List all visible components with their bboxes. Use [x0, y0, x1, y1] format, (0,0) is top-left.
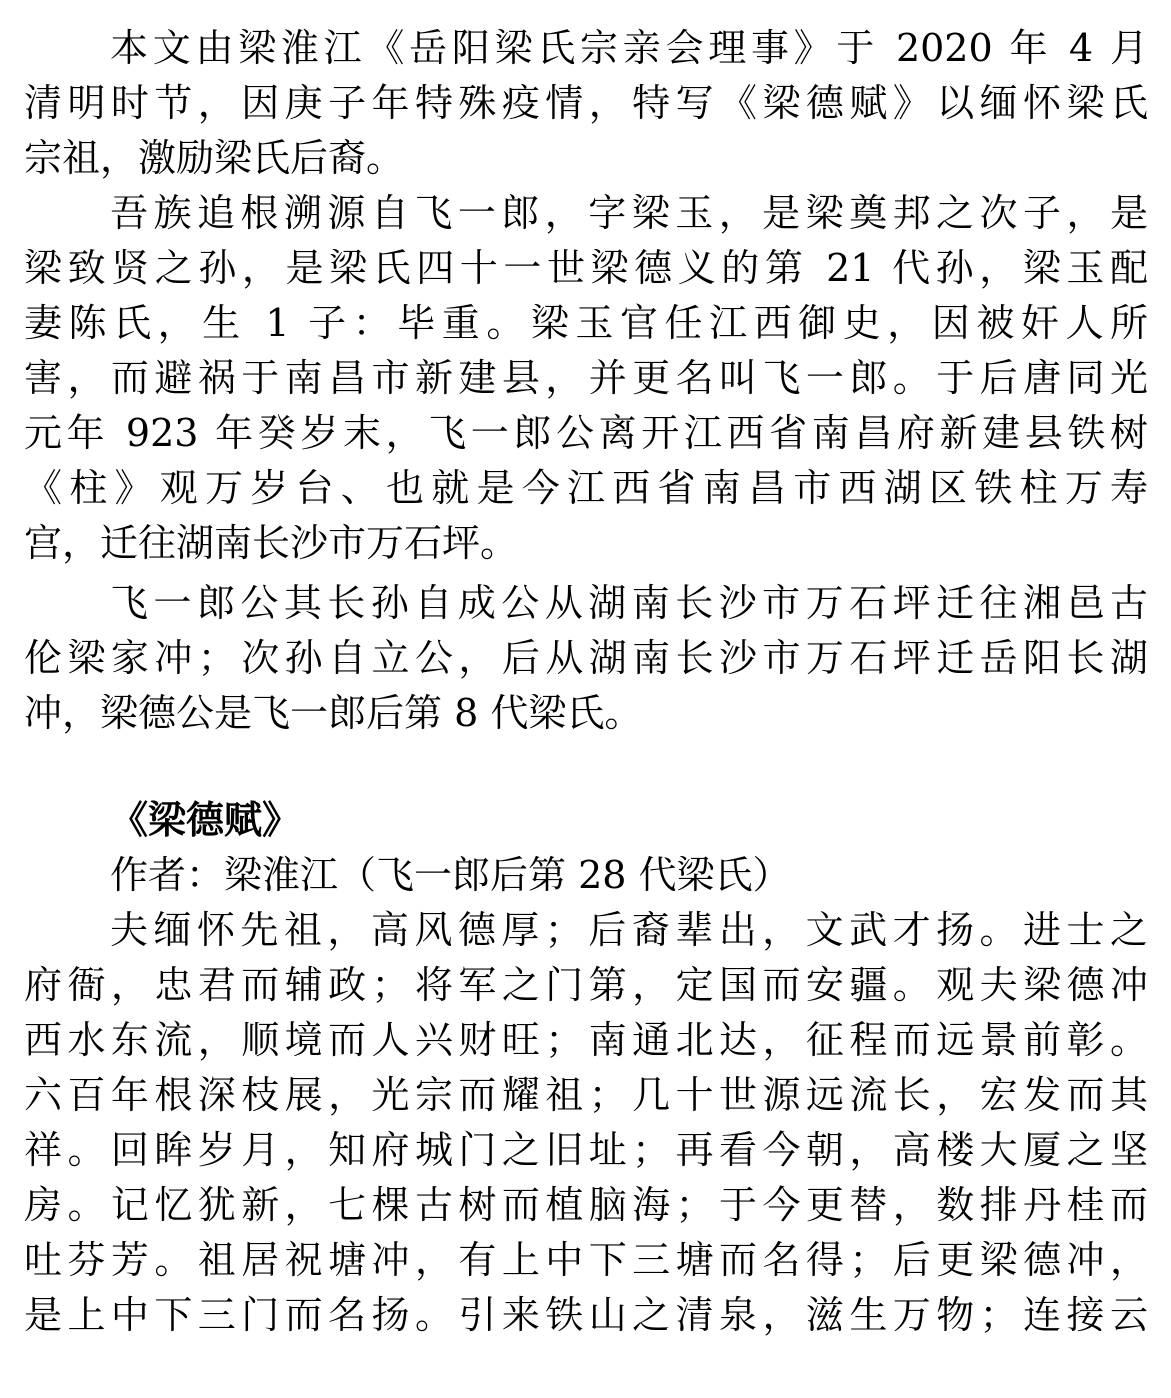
history-line: 元年 923 年癸岁末，飞一郎公离开江西省南昌府新建县铁树: [24, 411, 1148, 455]
history-line: 妻陈氏，生 1 子：毕重。梁玉官任江西御史，因被奸人所: [24, 301, 1148, 345]
history-line: 《柱》观万岁台、也就是今江西省南昌市西湖区铁柱万寿: [24, 466, 1148, 510]
migration-line: 冲，梁德公是飞一郎后第 8 代梁氏。: [24, 691, 643, 735]
history-line: 宫，迁往湖南长沙市万石坪。: [24, 521, 519, 565]
poem-line: 吐芬芳。祖居祝塘冲，有上中下三塘而名得；后更梁德冲，: [24, 1238, 1148, 1282]
migration-line: 飞一郎公其长孙自成公从湖南长沙市万石坪迁往湘邑古: [110, 581, 1148, 625]
history-line: 吾族追根溯源自飞一郎，字梁玉，是梁奠邦之次子，是: [110, 191, 1148, 235]
poem-line: 祥。回眸岁月，知府城门之旧址；再看今朝，高楼大厦之坚: [24, 1128, 1148, 1172]
poem-line: 六百年根深枝展，光宗而耀祖；几十世源远流长，宏发而其: [24, 1073, 1148, 1117]
poem-line: 夫缅怀先祖，高风德厚；后裔辈出，文武才扬。进士之: [110, 908, 1148, 952]
poem-author: 作者：梁淮江（飞一郎后第 28 代梁氏）: [110, 853, 791, 897]
intro-line: 清明时节，因庚子年特殊疫情，特写《梁德赋》以缅怀梁氏: [24, 81, 1148, 125]
poem-title: 《梁德赋》: [110, 797, 301, 842]
history-line: 害，而避祸于南昌市新建县，并更名叫飞一郎。于后唐同光: [24, 356, 1148, 400]
poem-line: 西水东流，顺境而人兴财旺；南通北达，征程而远景前彰。: [24, 1018, 1148, 1062]
intro-line: 本文由梁淮江《岳阳梁氏宗亲会理事》于 2020 年 4 月: [110, 26, 1148, 70]
intro-line: 宗祖，激励梁氏后裔。: [24, 136, 405, 180]
poem-line: 府衙，忠君而辅政；将军之门第，定国而安疆。观夫梁德冲: [24, 963, 1148, 1007]
history-line: 梁致贤之孙，是梁氏四十一世梁德义的第 21 代孙，梁玉配: [24, 246, 1148, 290]
poem-line: 房。记忆犹新，七棵古树而植脑海；于今更替，数排丹桂而: [24, 1183, 1148, 1227]
migration-line: 伦梁家冲；次孙自立公，后从湖南长沙市万石坪迁岳阳长湖: [24, 636, 1148, 680]
poem-line: 是上中下三门而名扬。引来铁山之清泉，滋生万物；连接云: [24, 1293, 1148, 1337]
